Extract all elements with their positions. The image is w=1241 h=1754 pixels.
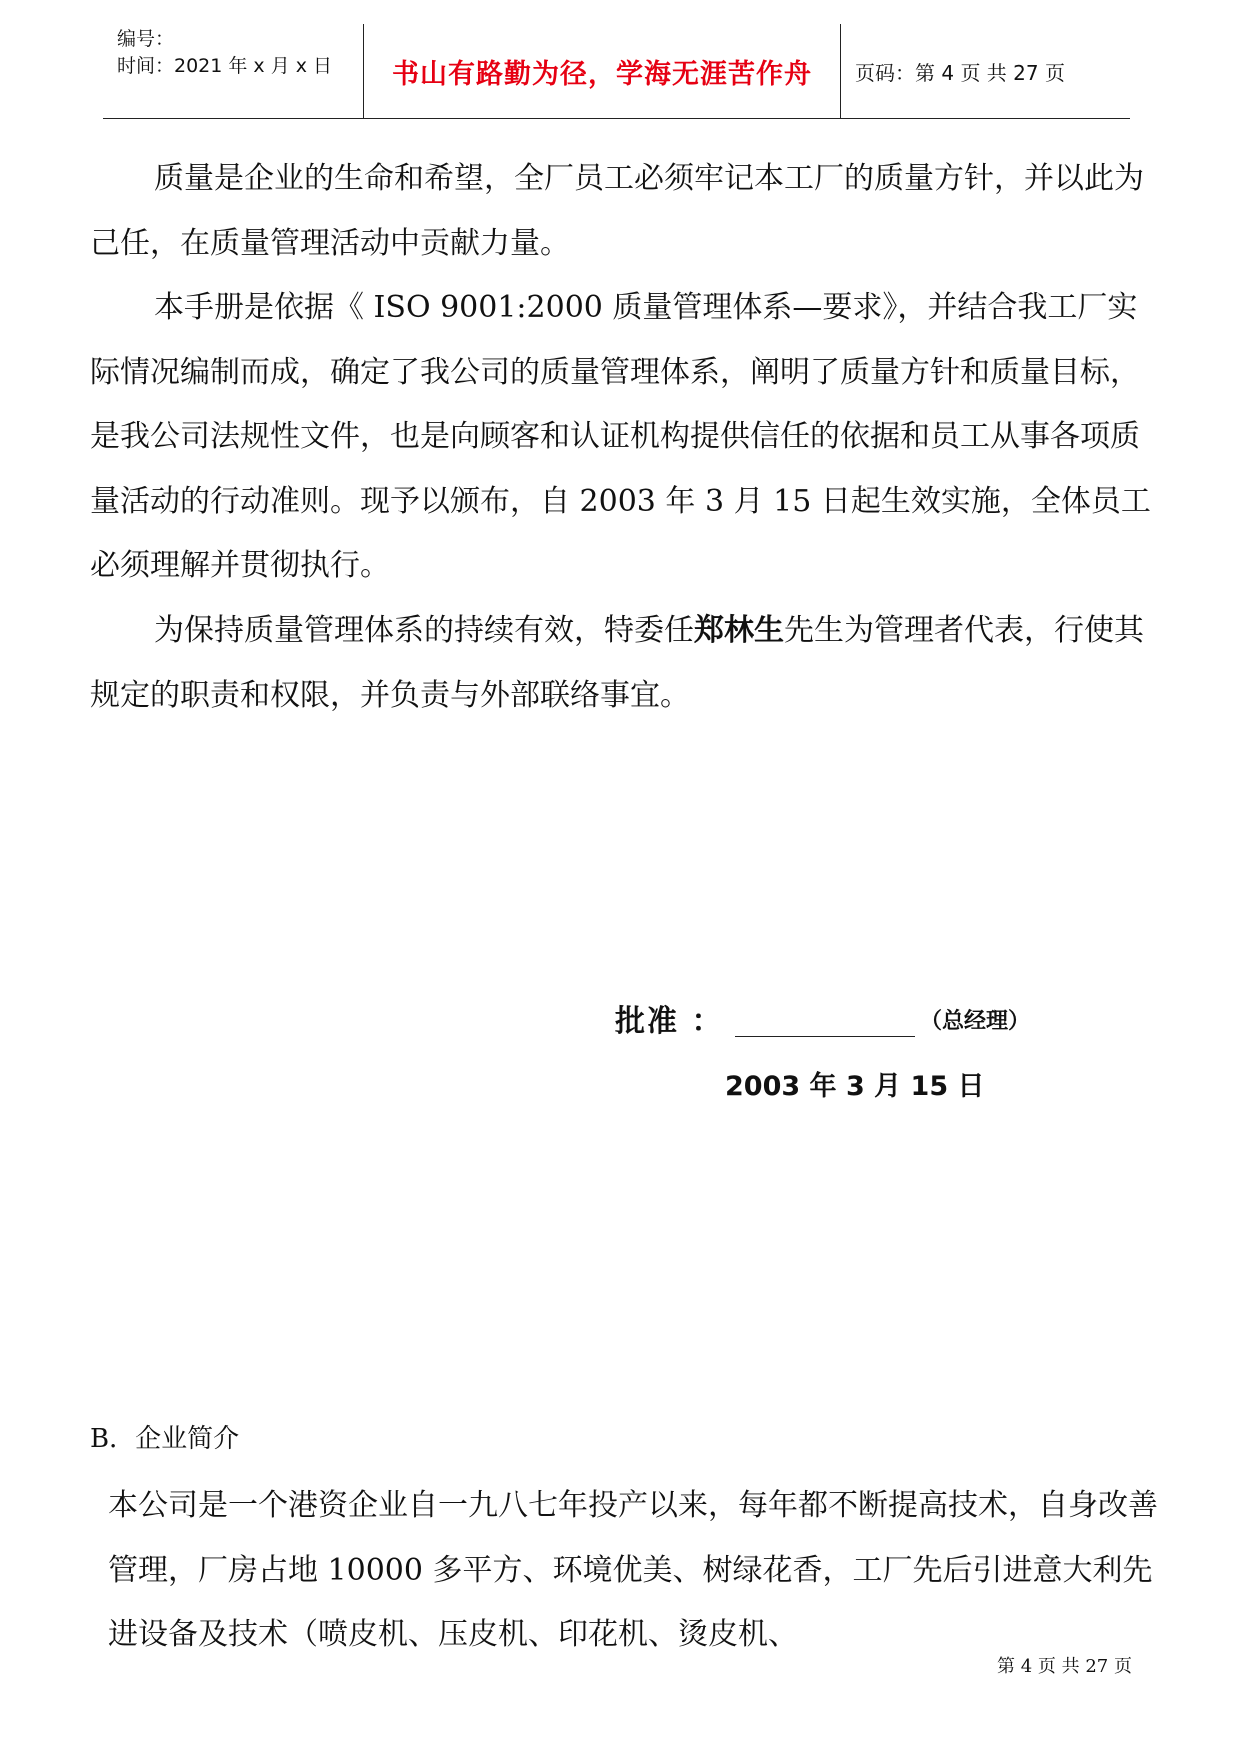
paragraph-representative bbox=[90, 599, 1152, 728]
section-title: B．企业简介 bbox=[90, 1424, 240, 1454]
document-number-label: 编号： bbox=[117, 28, 175, 50]
paragraph-manual bbox=[90, 276, 1152, 599]
paragraph-representative-after: 先生为管理者代表，行使其规定的职责和权限，并负责与外部联络事宜。 bbox=[90, 613, 1144, 713]
motto-text: 书山有路勤为径，学海无涯苦作舟 bbox=[392, 58, 812, 90]
signature-line bbox=[735, 1036, 915, 1037]
page-number-label: 页码：第 4 页 共 27 页 bbox=[855, 60, 1065, 85]
approve-label: 批准 ： bbox=[615, 1004, 724, 1039]
paragraph-quality-text: 质量是企业的生命和希望，全厂员工必须牢记本工厂的质量方针，并以此为己任，在质量管理活动中贡献力量。 bbox=[90, 161, 1144, 261]
paragraph-representative-before: 为保持质量管理体系的持续有效，特委任 bbox=[154, 613, 694, 648]
paragraph-manual-text: 本手册是依据《 ISO 9001:2000 质量管理体系—要求》，并结合我工厂实际情况编制而成，确定了我公司的质量管理体系，阐明了质量方针和质量目标，是我公司法规性文件，也是向顾客和认证机构提供信任的依据和员工从事各项质量活动的行动准则。现予以颁布，自 2003 年 3 月 15 日起生效实施，全体员工必须理解并贯彻执行。 bbox=[90, 290, 1151, 583]
document-date: 时间：2021 年 x 月 x 日 bbox=[117, 55, 333, 77]
header-page-info bbox=[841, 24, 1130, 118]
representative-name: 郑林生 bbox=[694, 613, 784, 648]
approver-role: （总经理） bbox=[920, 1009, 1031, 1034]
approve-date: 2003 年 3 月 15 日 bbox=[725, 1071, 985, 1102]
page-header bbox=[103, 24, 1130, 119]
paragraph-quality bbox=[90, 147, 1152, 276]
paragraph-company-intro bbox=[108, 1474, 1158, 1668]
page-footer: 第 4 页 共 27 页 bbox=[997, 1656, 1132, 1677]
header-motto bbox=[363, 24, 841, 118]
header-meta bbox=[103, 24, 363, 118]
paragraph-company-intro-text: 本公司是一个港资企业自一九八七年投产以来，每年都不断提高技术，自身改善管理，厂房占地 10000 多平方、环境优美、树绿花香，工厂先后引进意大利先进设备及技术（喷皮机、压皮机、印花机、烫皮机、 bbox=[108, 1488, 1158, 1652]
